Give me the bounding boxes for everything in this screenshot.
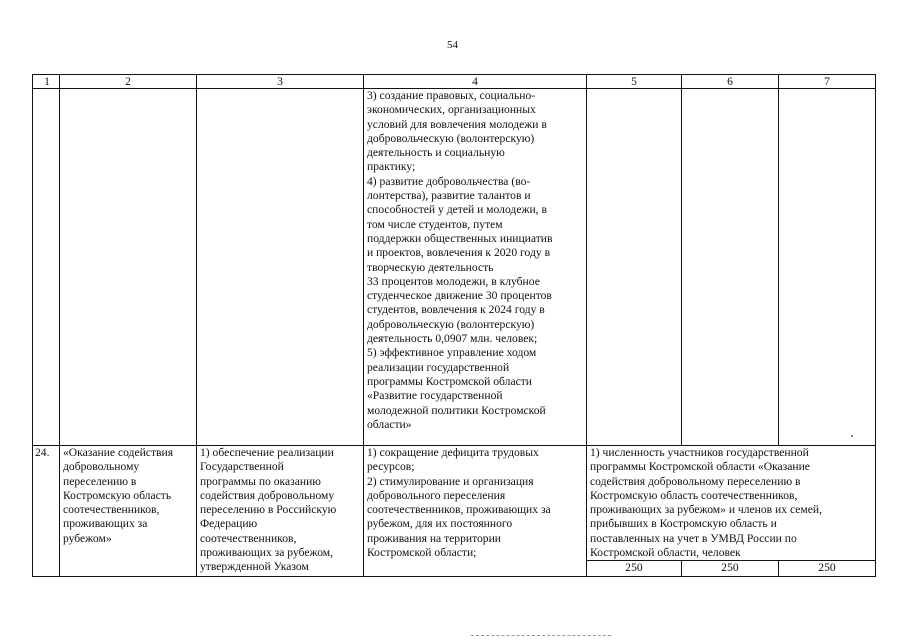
text-line: содействия добровольному переселению в (590, 474, 801, 488)
indicator-cell (587, 446, 876, 561)
text-line: области» (367, 417, 412, 431)
text-line: Костромской области, человек (590, 546, 741, 560)
header-cell: 4 (364, 75, 587, 89)
text-line: лонтерства), развитие талантов и (367, 189, 531, 203)
text-line: содействия добровольному (200, 488, 335, 502)
text-line: прибывших в Костромскую область и (590, 517, 777, 531)
text-line: том числе студентов, путем (367, 217, 503, 231)
text-line: переселению в Российскую (200, 503, 337, 517)
program-name-cell (60, 446, 197, 577)
indicator-value: 250 (779, 561, 876, 576)
text-line: экономических, организационных (367, 103, 536, 117)
text-line: добровольческую (волонтерскую) (367, 317, 535, 331)
text-line: рубежом» (63, 531, 112, 545)
text-line: практику; (367, 160, 416, 174)
text-line: программы Костромской области «Оказание (590, 460, 810, 474)
text-line: реализации государственной (367, 360, 510, 374)
empty-cell (60, 89, 197, 446)
header-cell: 1 (33, 75, 60, 89)
tasks-continued-cell (364, 89, 587, 446)
continuation-row (33, 89, 876, 446)
text-line: деятельность 0,0907 млн. человек; (367, 332, 538, 346)
text-line: добровольному (63, 460, 140, 474)
text-line: переселению в (63, 474, 137, 488)
text-line: студентов, вовлечения к 2024 году в (367, 303, 545, 317)
text-line: проживающих за рубежом» и членов их семей, (590, 503, 822, 517)
program-row-24 (33, 446, 876, 561)
program-table (32, 74, 876, 577)
header-cell: 2 (60, 75, 197, 89)
text-line: 2) стимулирование и организация (367, 474, 534, 488)
header-row (33, 75, 876, 89)
program-goals-cell (197, 446, 364, 577)
text-line: 1) численность участников государственной (590, 446, 809, 459)
text-line: молодежной политики Костромской (367, 403, 546, 417)
text-line: Костромской области; (367, 546, 477, 560)
header-cell: 7 (779, 75, 876, 89)
text-line: Костромскую область соотечественников, (590, 488, 798, 502)
text-line: способностей у детей и молодежи, в (367, 203, 547, 217)
header-cell: 3 (197, 75, 364, 89)
text-line: Государственной (200, 460, 284, 474)
text-line: поддержки общественных инициатив (367, 231, 553, 245)
scan-artifact-line (471, 635, 611, 636)
text-line: «Развитие государственной (367, 389, 503, 403)
empty-cell (197, 89, 364, 446)
page-number: 54 (447, 39, 458, 51)
indicator-value: 250 (587, 561, 682, 576)
header-cell: 6 (682, 75, 779, 89)
empty-cell (587, 89, 682, 446)
text-line: соотечественников, (63, 503, 160, 517)
text-line: 5) эффективное управление ходом (367, 346, 537, 360)
row-number: 24. (33, 446, 60, 577)
text-line: соотечественников, (200, 531, 297, 545)
scan-speck (851, 435, 853, 437)
text-line: соотечественников, проживающих за (367, 503, 551, 517)
text-line: поставленных на учет в УМВД России по (590, 531, 797, 545)
text-line: студенческое движение 30 процентов (367, 289, 552, 303)
text-line: добровольческую (волонтерскую) (367, 131, 535, 145)
text-line: 33 процентов молодежи, в клубное (367, 274, 540, 288)
text-line: программы по оказанию (200, 474, 321, 488)
empty-cell (779, 89, 876, 446)
text-line: проживающих за (63, 517, 148, 531)
text-line: 3) создание правовых, социально- (367, 89, 536, 102)
text-line: проживающих за рубежом, (200, 546, 334, 560)
text-line: Федерацию (200, 517, 258, 531)
text-line: деятельность и социальную (367, 146, 505, 160)
text-line: и проектов, вовлечения к 2020 году в (367, 246, 551, 260)
empty-cell (682, 89, 779, 446)
text-line: 1) обеспечение реализации (200, 446, 334, 459)
text-line: проживания на территории (367, 531, 502, 545)
text-line: Костромскую область (63, 488, 172, 502)
text-line: «Оказание содействия (63, 446, 174, 459)
text-line: 1) сокращение дефицита трудовых (367, 446, 539, 459)
text-line: 4) развитие добровольчества (во- (367, 174, 531, 188)
program-tasks-cell (364, 446, 587, 577)
indicator-value: 250 (682, 561, 779, 576)
text-line: добровольного переселения (367, 488, 506, 502)
text-line: условий для вовлечения молодежи в (367, 117, 547, 131)
text-line: рубежом, для их постоянного (367, 517, 513, 531)
text-line: творческую деятельность (367, 260, 494, 274)
header-cell: 5 (587, 75, 682, 89)
text-line: утвержденной Указом (200, 560, 309, 574)
text-line: программы Костромской области (367, 374, 533, 388)
text-line: ресурсов; (367, 460, 415, 474)
empty-cell (33, 89, 60, 446)
